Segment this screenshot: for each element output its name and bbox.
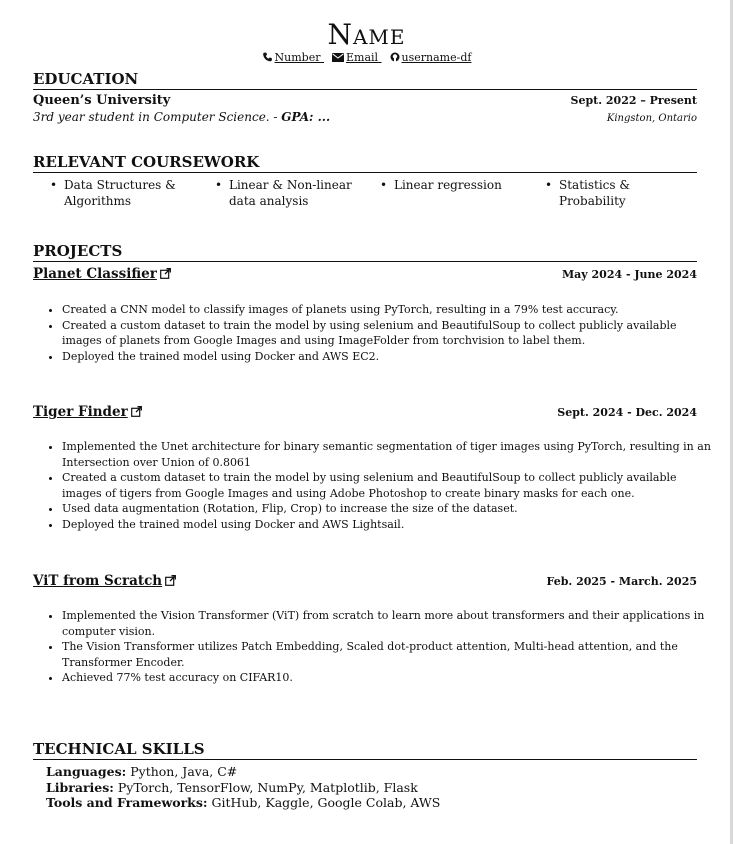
section-heading-coursework: RELEVANT COURSEWORK	[33, 153, 697, 173]
candidate-name: Name	[327, 18, 406, 51]
course-label: Linear regression	[394, 178, 502, 192]
project-title: Tiger Finder	[33, 404, 128, 420]
education-row-1	[33, 93, 697, 108]
project-bullets	[48, 302, 712, 364]
bullet-item: • Deployed the trained model using Docker and AWS Lightsail.	[62, 517, 712, 533]
github-text: username-df	[401, 51, 472, 64]
email-link[interactable]	[332, 51, 382, 64]
project-dates: May 2024 - June 2024	[561, 268, 697, 281]
project-title-link[interactable]	[33, 573, 176, 589]
phone-link[interactable]	[262, 51, 324, 64]
bullet-item: • Achieved 77% test accuracy on CIFAR10.	[62, 670, 712, 686]
project-header-vit-from-scratch	[33, 573, 697, 589]
education-dates: Sept. 2022 – Present	[570, 94, 697, 107]
bullet-item: • Implemented the Unet architecture for binary semantic segmentation of tiger images using PyTorch, resulting in an Intersection over Union of 0.8061	[62, 439, 712, 470]
bullet-item: • The Vision Transformer utilizes Patch Embedding, Scaled dot-product attention, Multi-head attention, and the Transformer Encoder.	[62, 639, 712, 670]
course-item: • Linear & Non-linear data analysis	[215, 177, 380, 209]
skills-tools	[46, 795, 440, 811]
project-dates: Sept. 2024 - Dec. 2024	[557, 406, 697, 419]
course-item: • Data Structures & Algorithms	[50, 177, 215, 209]
phone-icon	[262, 52, 273, 62]
skills-value: Python, Java, C#	[130, 764, 238, 779]
project-title-link[interactable]	[33, 266, 171, 282]
project-bullets	[48, 439, 712, 532]
bullet-item: • Deployed the trained model using Docker and AWS EC2.	[62, 349, 712, 365]
section-heading-education: EDUCATION	[33, 70, 697, 90]
project-header-tiger-finder	[33, 404, 697, 420]
email-text: Email	[345, 51, 379, 64]
course-item: • Linear regression	[380, 177, 545, 209]
skills-label: Libraries:	[46, 779, 114, 795]
github-link[interactable]	[390, 51, 472, 64]
bullet-item: • Created a custom dataset to train the model by using selenium and BeautifulSoup to collect publicly available images of tigers from Google Images and using Adobe Photoshop to create binary masks for each one.	[62, 470, 712, 501]
project-dates: Feb. 2025 - March. 2025	[546, 575, 697, 588]
course-item: • Statistics & Probability	[545, 177, 710, 209]
bullet-item: • Used data augmentation (Rotation, Flip, Crop) to increase the size of the dataset.	[62, 501, 712, 517]
skills-label: Tools and Frameworks:	[46, 795, 208, 810]
course-label: Linear & Non-linear data analysis	[229, 178, 352, 208]
skills-libraries	[46, 780, 440, 796]
section-heading-projects: PROJECTS	[33, 242, 697, 262]
contact-line	[0, 51, 733, 64]
course-label: Data Structures & Algorithms	[64, 178, 176, 208]
project-title-link[interactable]	[33, 404, 142, 420]
envelope-icon	[332, 53, 344, 62]
education-row-2	[33, 110, 697, 124]
education-detail	[33, 110, 330, 124]
external-link-icon	[165, 575, 176, 586]
skills-label: Languages:	[46, 764, 127, 779]
bullet-item: • Created a CNN model to classify images of planets using PyTorch, resulting in a 79% test accuracy.	[62, 302, 712, 318]
bullet-item: • Created a custom dataset to train the model by using selenium and BeautifulSoup to collect publicly available images of planets from Google Images and using ImageFolder from torchvision to label them.	[62, 318, 712, 349]
skills-languages	[46, 764, 440, 780]
education-gpa: GPA: ...	[281, 110, 331, 124]
project-bullets	[48, 608, 712, 686]
external-link-icon	[131, 406, 142, 417]
phone-text: Number	[274, 51, 321, 64]
project-title: ViT from Scratch	[33, 573, 163, 589]
project-title: Planet Classifier	[33, 266, 157, 282]
skills-value: GitHub, Kaggle, Google Colab, AWS	[211, 795, 441, 810]
bullet-item: • Implemented the Vision Transformer (ViT) from scratch to learn more about transformers and their applications in computer vision.	[62, 608, 712, 639]
course-label: Statistics & Probability	[559, 178, 631, 208]
external-link-icon	[160, 268, 171, 279]
education-location: Kingston, Ontario	[606, 113, 697, 124]
skills-value: PyTorch, TensorFlow, NumPy, Matplotlib, Flask	[117, 779, 418, 795]
github-icon	[390, 52, 400, 62]
section-heading-skills: TECHNICAL SKILLS	[33, 740, 697, 760]
coursework-list	[50, 177, 710, 209]
project-header-planet-classifier	[33, 266, 697, 282]
skills-block	[46, 764, 440, 811]
school-name: Queen’s University	[33, 93, 171, 108]
education-detail-text: 3rd year student in Computer Science. -	[33, 110, 282, 124]
